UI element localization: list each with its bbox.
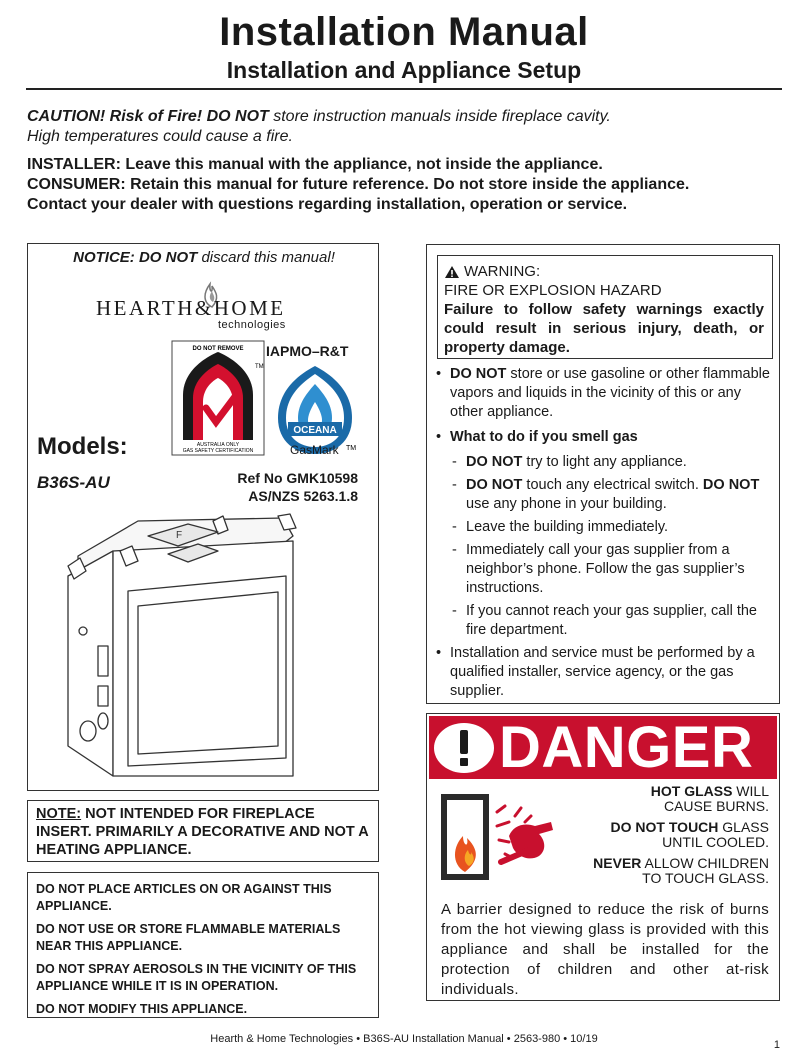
never-rest: ALLOW CHILDREN [641, 855, 769, 871]
iapmo-label: IAPMO–R&T [266, 343, 349, 359]
bullet-text: store or use gasoline or other flammable vapors and liquids in the vicinity of this or any other appliance. [450, 366, 770, 420]
page-subtitle: Installation and Appliance Setup [226, 57, 582, 83]
barrier-text: A barrier designed to reduce the risk of burns from the hot viewing glass is provided with this appliance and shall be installed for the protection of children and other at-risk individuals. [441, 901, 769, 998]
sub-bullet-item: - If you cannot reach your gas supplier, call the fire department. [436, 602, 772, 640]
warning-hazard: FIRE OR EXPLOSION HAZARD [444, 282, 662, 299]
cert-tm: TM [255, 364, 264, 370]
warning-item: DO NOT PLACE ARTICLES ON OR AGAINST THIS APPLIANCE. [36, 882, 332, 913]
never-allow-line [549, 856, 769, 886]
bullet-strong: DO NOT [450, 366, 507, 382]
do-not-touch-rest: GLASS [718, 819, 769, 835]
warning-body: Failure to follow safety warnings exactly could result in serious injury, death, or property damage. [444, 301, 764, 356]
oceana-text: OCEANA [293, 425, 337, 436]
footer-text: Hearth & Home Technologies • B36S-AU Installation Manual • 2563-980 • 10/19 [210, 1033, 598, 1045]
warning-item: DO NOT MODIFY THIS APPLIANCE. [36, 1002, 248, 1016]
product-panel [27, 243, 379, 791]
gasmark-tm: TM [346, 445, 357, 452]
models-heading: Models: [37, 433, 128, 460]
sub-bullet-text: touch any electrical switch. [522, 477, 703, 493]
warning-label: WARNING: [464, 263, 541, 280]
do-not-touch-line [549, 820, 769, 850]
title-divider [26, 88, 782, 90]
cert-top-text: DO NOT REMOVE [192, 346, 244, 352]
sub-bullet-item: - Immediately call your gas supplier from a neighbor’s phone. Follow the gas supplier’s instructions. [436, 541, 772, 598]
page-title: Installation Manual [219, 10, 589, 54]
warning-triangle-icon [444, 265, 460, 279]
caution-rest: store instruction manuals inside fireplace cavity. [268, 108, 611, 125]
ref-no-line: Ref No GMK10598 [237, 470, 358, 486]
notice-strong: NOTICE: DO NOT [73, 249, 198, 266]
caution-text [27, 107, 787, 147]
bullet-item [436, 365, 772, 422]
standard-line: AS/NZS 5263.1.8 [248, 488, 358, 504]
safety-panel [426, 244, 780, 704]
danger-banner [429, 716, 777, 779]
sub-bullet-item [436, 453, 772, 472]
hot-glass-rest: WILL [732, 783, 769, 799]
warning-head [444, 262, 764, 281]
fireplace-illustration-icon [58, 496, 298, 786]
sub-bullet-item [436, 476, 772, 514]
do-not-touch-line2: UNTIL COOLED. [662, 834, 769, 850]
never-line2: TO TOUCH GLASS. [642, 870, 769, 886]
bullet-heading: What to do if you smell gas [450, 429, 638, 445]
sub-bullet-strong: DO NOT [702, 477, 760, 493]
caution-line2: High temperatures could cause a fire. [27, 128, 293, 145]
model-name: B36S-AU [37, 473, 110, 492]
note-text: NOT INTENDED FOR FIREPLACE INSERT. PRIMARILY A DECORATIVE AND NOT A HEATING APPLIANCE. [36, 806, 369, 858]
note-label: NOTE: [36, 806, 82, 822]
sub-bullet-text: try to light any appliance. [522, 454, 687, 470]
danger-exclamation-icon [431, 720, 497, 776]
page-number: 1 [773, 1039, 780, 1051]
hot-glass-line2: CAUSE BURNS. [663, 798, 769, 814]
company-logo-sub: technologies [218, 319, 286, 331]
sub-bullet-item: - Leave the building immediately. [436, 518, 772, 537]
cert-bottom-text-2: GAS SAFETY CERTIFICATION [182, 448, 254, 454]
warning-item: DO NOT SPRAY AEROSOLS IN THE VICINITY OF THIS APPLIANCE WHILE IT IS IN OPERATION. [36, 962, 357, 993]
bullet-item [436, 428, 772, 447]
hot-glass-hand-icon [439, 792, 557, 884]
sub-bullet-strong: DO NOT [466, 454, 523, 470]
notice-rest: discard this manual! [197, 249, 335, 266]
appliance-warnings [27, 872, 379, 1018]
gas-safety-list [436, 365, 772, 707]
hot-glass-strong: HOT GLASS [650, 783, 733, 799]
warning-item: DO NOT USE OR STORE FLAMMABLE MATERIALS NEAR THIS APPLIANCE. [36, 922, 341, 953]
cert-bottom-text-1: AUSTRALIA ONLY [196, 442, 240, 448]
contact-line: Contact your dealer with questions regarding installation, operation or service. [27, 196, 628, 213]
notice-text [28, 249, 380, 266]
do-not-touch-strong: DO NOT TOUCH [610, 819, 719, 835]
gasmark-label: GasMark [290, 443, 339, 457]
consumer-line: CONSUMER: Retain this manual for future reference. Do not store inside the appliance. [27, 176, 690, 193]
company-logo: HEARTH&HOME [96, 296, 286, 320]
sub-bullet-strong: DO NOT [466, 477, 523, 493]
svg-text:F: F [176, 530, 183, 541]
never-strong: NEVER [593, 855, 642, 871]
hot-glass-warnings [549, 784, 769, 892]
gas-safety-cert-icon [171, 340, 265, 456]
caution-strong: CAUTION! Risk of Fire! DO NOT [27, 108, 269, 125]
installer-line: INSTALLER: Leave this manual with the appliance, not inside the appliance. [27, 156, 603, 173]
note-box [27, 800, 379, 862]
installer-notice [27, 155, 787, 215]
hot-glass-line [549, 784, 769, 814]
bullet-item: • Installation and service must be performed by a qualified installer, service agency, or the gas supplier. [436, 644, 772, 701]
danger-panel [426, 713, 780, 1001]
warning-box [437, 255, 773, 359]
sub-bullet-text: use any phone in your building. [466, 496, 667, 512]
danger-word: DANGER [499, 714, 754, 780]
